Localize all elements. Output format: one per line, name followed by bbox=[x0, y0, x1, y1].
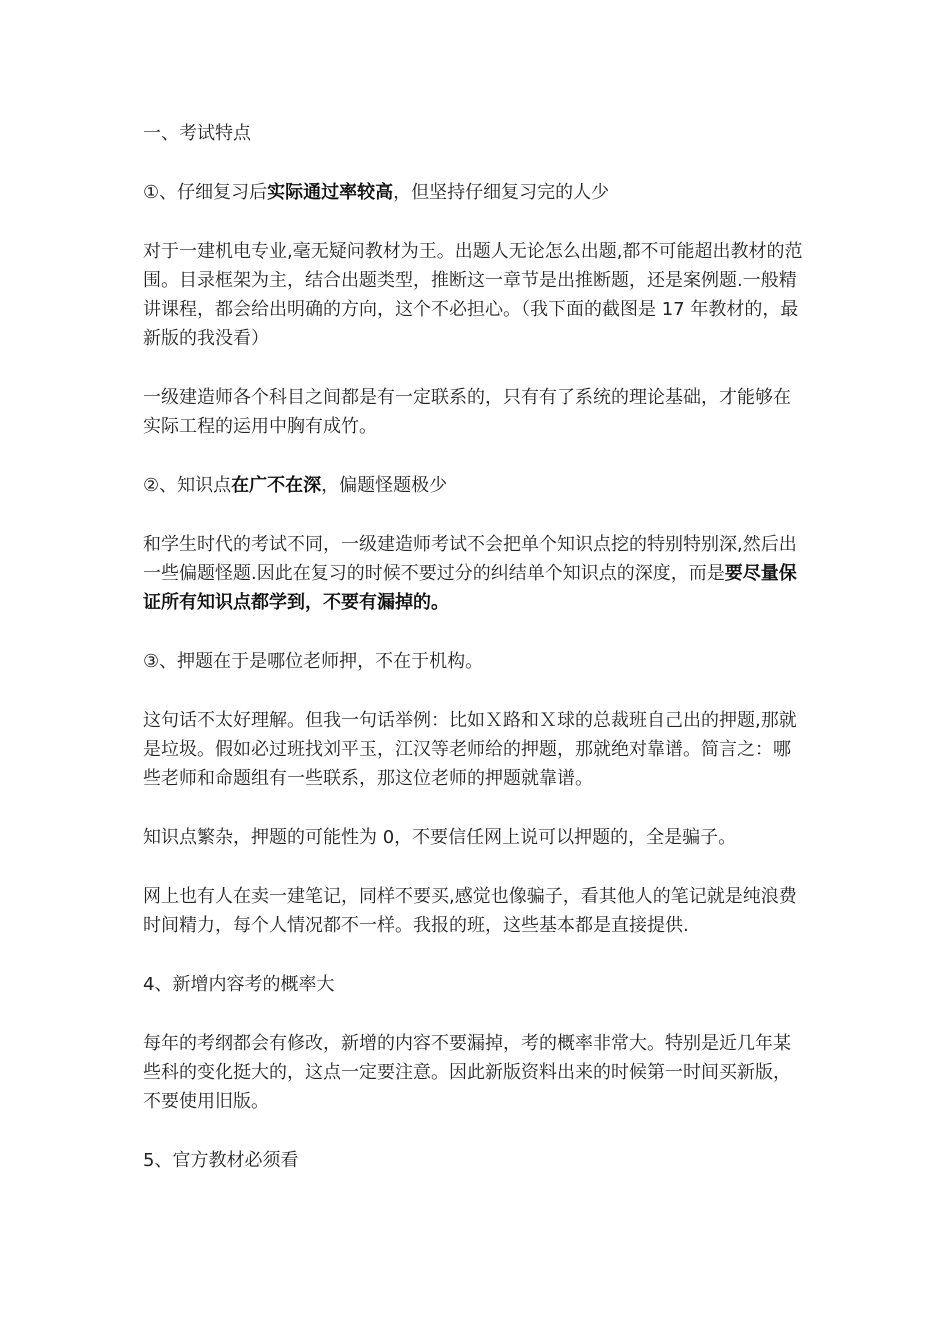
paragraph-5: 知识点繁杂，押题的可能性为 0，不要信任网上说可以押题的，全是骗子。 bbox=[143, 827, 737, 848]
section-heading: 一、考试特点 bbox=[143, 123, 251, 144]
paragraph-2: 一级建造师各个科目之间都是有一定联系的，只有有了系统的理论基础，才能够在实际工程的运用中胸有成竹。 bbox=[143, 387, 791, 437]
paragraph-3-text: 和学生时代的考试不同，一级建造师考试不会把单个知识点挖的特别特别深,然后出一些偏题怪题.因此在复习的时候不要过分的纠结单个知识点的深度，而是 bbox=[143, 534, 797, 584]
point-2 bbox=[143, 471, 807, 500]
point-3: ③、押题在于是哪位老师押，不在于机构。 bbox=[143, 651, 484, 672]
point-1-suffix: ，但坚持仔细复习完的人少 bbox=[393, 182, 610, 203]
point-1 bbox=[143, 178, 807, 207]
point-4: 4、新增内容考的概率大 bbox=[143, 974, 335, 995]
paragraph-7: 每年的考纲都会有修改，新增的内容不要漏掉，考的概率非常大。特别是近几年某些科的变化挺大的，这点一定要注意。因此新版资料出来的时候第一时间买新版，不要使用旧版。 bbox=[143, 1033, 791, 1112]
paragraph-3-bold: 要尽量保证所有知识点都学到，不要有漏掉的。 bbox=[143, 563, 797, 613]
point-2-suffix: ，偏题怪题极少 bbox=[321, 475, 448, 496]
document-page bbox=[143, 119, 807, 1205]
point-1-prefix: ①、仔细复习后 bbox=[143, 182, 268, 203]
paragraph-4: 这句话不太好理解。但我一句话举例：比如Ｘ路和Ｘ球的总裁班自己出的押题,那就是垃圾。假如必过班找刘平玉，江汉等老师给的押题，那就绝对靠谱。简言之：哪些老师和命题组有一些联系，那这位老师的押题就靠谱。 bbox=[143, 710, 797, 789]
point-1-bold: 实际通过率较高 bbox=[267, 182, 394, 203]
paragraph-3 bbox=[143, 530, 807, 617]
point-2-bold: 在广不在深 bbox=[231, 475, 322, 496]
paragraph-1: 对于一建机电专业,毫无疑问教材为王。出题人无论怎么出题,都不可能超出教材的范围。目录框架为主，结合出题类型，推断这一章节是出推断题，还是案例题.一般精讲课程，都会给出明确的方向，这个不必担心。（我下面的截图是 17 年教材的，最新版的我没看） bbox=[143, 241, 803, 349]
paragraph-6: 网上也有人在卖一建笔记，同样不要买,感觉也像骗子，看其他人的笔记就是纯浪费时间精力，每个人情况都不一样。我报的班，这些基本都是直接提供. bbox=[143, 886, 797, 936]
point-5: 5、官方教材必须看 bbox=[143, 1150, 299, 1171]
point-2-prefix: ②、知识点 bbox=[143, 475, 232, 496]
